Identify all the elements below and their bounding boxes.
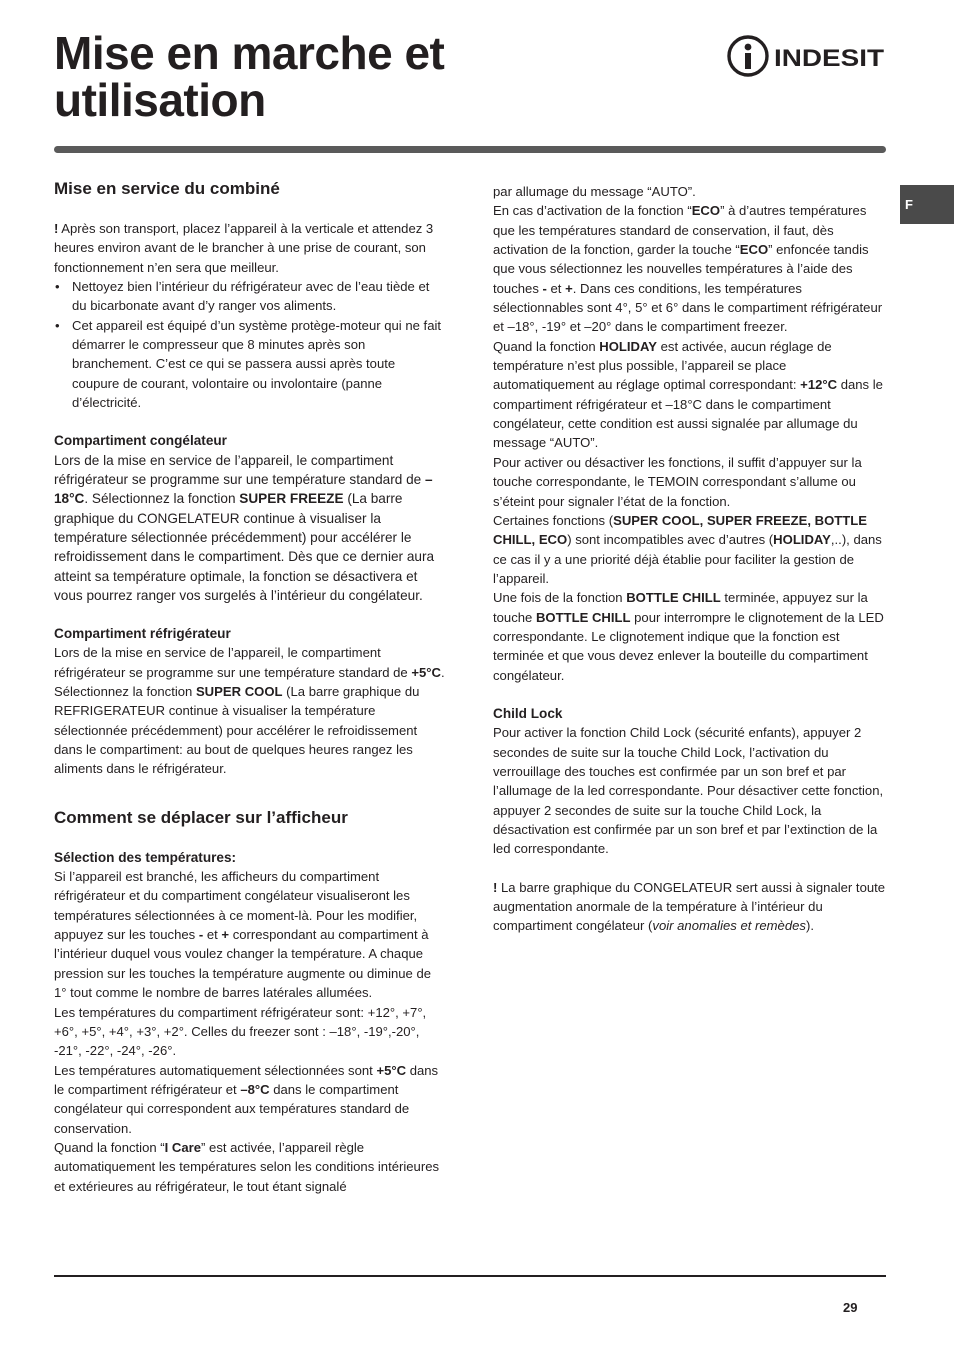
bullet-icon: • bbox=[55, 279, 60, 295]
note-paragraph: ! La barre graphique du CONGELATEUR sert aussi à signaler toute augmentation anormale de la température à l’intérieur du compartiment congélateur (voir anomalies et remèdes). bbox=[493, 879, 886, 934]
list-item: • Nettoyez bien l’intérieur du réfrigérateur avec de l’eau tiède et du bicarbonate avant d’y ranger vos aliments. bbox=[55, 279, 430, 314]
subheading-child-lock: Child Lock bbox=[493, 705, 563, 721]
warning-mark: ! bbox=[493, 879, 498, 895]
section-heading-display: Comment se déplacer sur l’afficheur bbox=[54, 807, 348, 827]
subheading-freezer: Compartiment congélateur bbox=[54, 433, 227, 449]
activation-paragraph: Pour activer ou désactiver les fonctions, il suffit d’appuyer sur la touche correspondante, le TEMOIN correspondant s’allume ou s’éteint pour signaler l’état de la fonction. bbox=[493, 454, 862, 509]
indesit-logo bbox=[726, 34, 886, 78]
intro-paragraph: ! Après son transport, placez l’appareil à la verticale et attendez 3 heures environ avant de le brancher à une prise de courant, son fonctionnement n’en sera que meilleur. bbox=[54, 221, 434, 275]
footer-rule bbox=[54, 1275, 886, 1277]
left-column bbox=[54, 178, 446, 1196]
icare-paragraph: Quand la fonction “I Care” est activée, l’appareil règle automatiquement les températures selon les conditions intérieures et extérieures au réfrigérateur, le tout étant signalé bbox=[54, 1139, 440, 1194]
bullet-icon: • bbox=[55, 317, 60, 333]
list-item: • Cet appareil est équipé d’un système protège-moteur qui ne fait démarrer le compresseur que 8 minutes après son branchement. C’est ce qui se passera aussi après toute coupure de courant, volontaire ou involontaire (panne d’électricité. bbox=[55, 317, 442, 411]
warning-mark: ! bbox=[54, 221, 59, 236]
page-title bbox=[54, 27, 445, 126]
subheading-temps: Sélection des températures: bbox=[54, 849, 237, 865]
continued-text: par allumage du message “AUTO”. bbox=[493, 184, 696, 199]
temperature-list: Les températures du compartiment réfrigérateur sont: +12°, +7°, +6°, +5°, +4°, +3°, +2°. Celles du freezer sont : –18°, -19°,-20°, -21°, -22°, -24°, -26°. bbox=[54, 1004, 427, 1059]
title-line-1: Mise en marche et bbox=[54, 27, 445, 79]
holiday-paragraph: Quand la fonction HOLIDAY est activée, aucun réglage de température n’est plus possible, l’appareil se place automatiquement au réglage optimal correspondant: +12°C dans le compartiment réfrigérateur et –18°C dans le compartiment congélateur, cette condition est aussi signalée par allumage du message “AUTO”. bbox=[493, 338, 883, 451]
eco-paragraph: En cas d’activation de la fonction “ECO” à d’autres températures que les températures standard de conservation, il faut, dès activation de la fonction, garder la touche “ECO” enfoncée tandis que vous sélectionnez les nouvelles températures à l’aide des touches - et +. Dans ces conditions, les températures sélectionnables sont 4°, 5° et 6° dans le compartiment réfrigérateur et –18°, -19° et –20° dans le compartiment freezer. bbox=[493, 203, 883, 335]
incompatible-paragraph: Certaines fonctions (SUPER COOL, SUPER FREEZE, BOTTLE CHILL, ECO) sont incompatibles avec d’autres (HOLIDAY,..), dans ce cas il y a une priorité déjà établie pour faciliter la gestion de l’appareil. bbox=[493, 512, 882, 586]
right-column bbox=[493, 182, 887, 936]
selection-paragraph: Si l’appareil est branché, les afficheurs du compartiment réfrigérateur et du compartiment congélateur visualiseront les températures sélectionnées à ce moment-là. Pour les modifier, appuyez sur les touches - et + correspondant au compartiment à l’intérieur duquel vous voulez changer la température. A chaque pression sur les touches la température augmente ou diminue de 1° tout comme le nombre de barres latérales allumées. bbox=[54, 869, 432, 1001]
fridge-paragraph: Lors de la mise en service de l’appareil, le compartiment réfrigérateur se programme sur une température standard de +5°C. Sélectionnez la fonction SUPER COOL (La barre graphique du REFRIGERATEUR continue à visualiser la température sélectionnée précédemment) pour accélérer le refroidissement dans le compartiment: au bout de quelques heures rangez les aliments dans le réfrigérateur. bbox=[54, 645, 445, 777]
child-lock-paragraph: Pour activer la fonction Child Lock (sécurité enfants), appuyer 2 secondes de suite sur la touche Child Lock, l’activation du verrouillage des touches est confirmée par un son bref et par l’allumage de la led correspondante. Pour désactiver cette fonction, appuyer 2 secondes de suite sur la touche Child Lock, la désactivation est confirmée par un son bref et par l’extinction de la led correspondante. bbox=[493, 725, 884, 857]
language-tab: F bbox=[900, 185, 954, 224]
subheading-fridge: Compartiment réfrigérateur bbox=[54, 626, 231, 642]
freezer-paragraph: Lors de la mise en service de l’appareil, le compartiment réfrigérateur se programme sur une température standard de –18°C. Sélectionnez la fonction SUPER FREEZE (La barre graphique du CONGELATEUR continue à visualiser la température sélectionnée précédemment) pour accélérer le refroidissement dans le compartiment. Dès que ce dernier aura atteint sa température optimale, la fonction se désactivera et vous pourrez ranger vos surgelés à l’intérieur du congélateur. bbox=[54, 452, 435, 603]
page-number: 29 bbox=[843, 1300, 858, 1315]
header-rule bbox=[54, 146, 886, 153]
section-heading-service: Mise en service du combiné bbox=[54, 179, 280, 198]
title-line-2: utilisation bbox=[54, 74, 266, 126]
bottle-chill-paragraph: Une fois de la fonction BOTTLE CHILL terminée, appuyez sur la touche BOTTLE CHILL pour interrompre le clignotement de la LED correspondante. Le clignotement indique que la fonction est terminée et que vous devez enlever la bouteille du compartiment congélateur. bbox=[493, 590, 884, 683]
auto-temps-paragraph: Les températures automatiquement sélectionnées sont +5°C dans le compartiment réfrigérateur et –8°C dans le compartiment congélateur qui correspondent aux températures standard de conservation. bbox=[54, 1062, 439, 1136]
brand-wordmark: INDESIT bbox=[774, 45, 885, 72]
